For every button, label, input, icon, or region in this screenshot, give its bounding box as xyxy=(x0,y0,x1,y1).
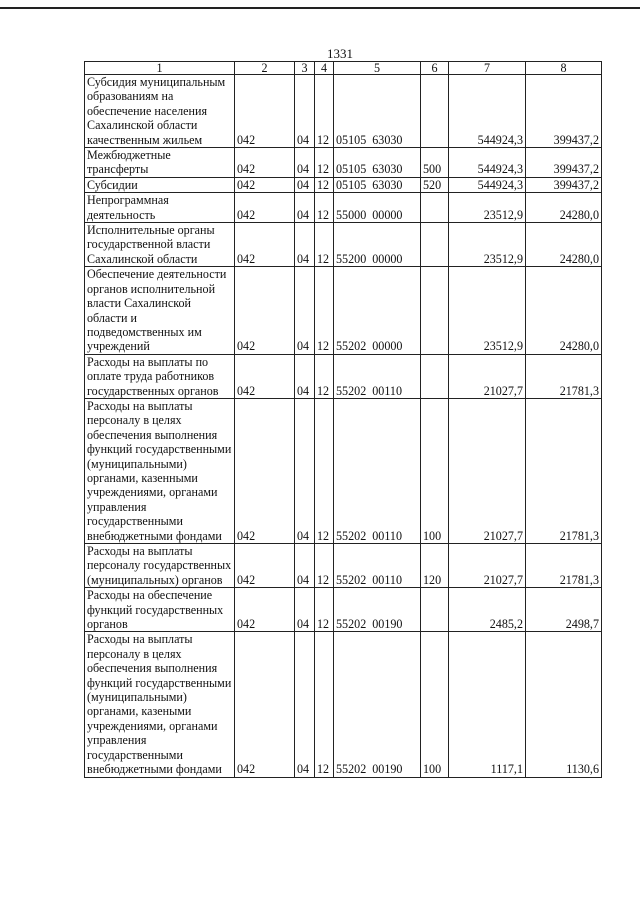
row-c2-cell: 042 xyxy=(235,148,295,178)
target-code-part: 55202 xyxy=(336,572,367,587)
target-code-part: 55000 xyxy=(336,207,367,222)
row-c5-cell xyxy=(334,177,421,192)
row-c3-cell: 04 xyxy=(295,193,315,223)
row-c2-cell: 042 xyxy=(235,632,295,777)
target-code-part: 05105 xyxy=(336,162,367,177)
row-c7-cell: 544924,3 xyxy=(449,148,526,178)
row-c7-cell: 1117,1 xyxy=(449,632,526,777)
row-c2-cell: 042 xyxy=(235,223,295,267)
target-code-part: 05105 xyxy=(336,132,367,147)
row-c5-cell xyxy=(334,632,421,777)
row-c2-cell: 042 xyxy=(235,588,295,632)
row-c5-cell xyxy=(334,267,421,354)
row-c8-cell: 399437,2 xyxy=(526,177,602,192)
row-c3-cell: 04 xyxy=(295,75,315,148)
row-c3-cell: 04 xyxy=(295,267,315,354)
table-row xyxy=(85,398,602,543)
row-c3-cell: 04 xyxy=(295,223,315,267)
target-code-part: 00110 xyxy=(372,572,403,587)
target-code-part: 55202 xyxy=(336,528,367,543)
row-c7-cell: 21027,7 xyxy=(449,544,526,588)
row-name-cell: Обеспечение деятельности органов исполнительной власти Сахалинской области и подведомственных им учреждений xyxy=(85,267,235,354)
row-c7-cell: 544924,3 xyxy=(449,75,526,148)
row-c8-cell: 399437,2 xyxy=(526,75,602,148)
row-c6-cell: 120 xyxy=(421,544,449,588)
table-row xyxy=(85,148,602,178)
row-name-cell: Непрограммная деятельность xyxy=(85,193,235,223)
row-c3-cell: 04 xyxy=(295,544,315,588)
table-row xyxy=(85,177,602,192)
column-header: 3 xyxy=(295,62,315,75)
row-name-cell: Расходы на выплаты по оплате труда работников государственных органов xyxy=(85,354,235,398)
top-rule xyxy=(0,7,640,9)
row-c5-cell xyxy=(334,148,421,178)
row-c2-cell: 042 xyxy=(235,267,295,354)
row-c7-cell: 544924,3 xyxy=(449,177,526,192)
row-c5-cell xyxy=(334,193,421,223)
row-name-cell: Расходы на выплаты персоналу в целях обеспечения выполнения функций государственными (муниципальными) органами, казенными учреждениями, органами управления государственными внебюджетными фондами xyxy=(85,398,235,543)
column-header: 7 xyxy=(449,62,526,75)
target-code-part: 00110 xyxy=(372,383,403,398)
row-c7-cell: 23512,9 xyxy=(449,223,526,267)
row-c5-cell xyxy=(334,398,421,543)
row-c8-cell: 21781,3 xyxy=(526,398,602,543)
row-name-cell: Исполнительные органы государственной власти Сахалинской области xyxy=(85,223,235,267)
row-c4-cell: 12 xyxy=(315,193,334,223)
row-name-cell: Расходы на обеспечение функций государственных органов xyxy=(85,588,235,632)
table-row xyxy=(85,354,602,398)
row-c8-cell: 24280,0 xyxy=(526,193,602,223)
row-c6-cell xyxy=(421,267,449,354)
row-c4-cell: 12 xyxy=(315,544,334,588)
row-c3-cell: 04 xyxy=(295,632,315,777)
row-c4-cell: 12 xyxy=(315,354,334,398)
target-code-part: 63030 xyxy=(372,132,403,147)
target-code-part: 00110 xyxy=(372,528,403,543)
row-name-cell: Расходы на выплаты персоналу в целях обеспечения выполнения функций государственными (муниципальными) органами, казеными учреждениями, органами управления государственными внебюджетными фондами xyxy=(85,632,235,777)
row-c3-cell: 04 xyxy=(295,148,315,178)
target-code-part: 55202 xyxy=(336,762,367,777)
target-code-part: 05105 xyxy=(336,177,367,192)
target-code-part: 55202 xyxy=(336,339,367,354)
table-row xyxy=(85,632,602,777)
table-row xyxy=(85,223,602,267)
row-c8-cell: 21781,3 xyxy=(526,354,602,398)
row-name-cell: Расходы на выплаты персоналу государственных (муниципальных) органов xyxy=(85,544,235,588)
row-c7-cell: 21027,7 xyxy=(449,398,526,543)
row-c6-cell: 520 xyxy=(421,177,449,192)
target-code-part: 55200 xyxy=(336,251,367,266)
column-header: 4 xyxy=(315,62,334,75)
row-c6-cell: 100 xyxy=(421,398,449,543)
row-c6-cell: 500 xyxy=(421,148,449,178)
target-code-part: 63030 xyxy=(372,177,403,192)
row-c4-cell: 12 xyxy=(315,75,334,148)
column-header: 5 xyxy=(334,62,421,75)
target-code-part: 00000 xyxy=(372,207,403,222)
page-number: 1331 xyxy=(327,46,353,61)
table-row xyxy=(85,75,602,148)
row-c4-cell: 12 xyxy=(315,177,334,192)
row-c3-cell: 04 xyxy=(295,354,315,398)
row-c7-cell: 2485,2 xyxy=(449,588,526,632)
row-c3-cell: 04 xyxy=(295,398,315,543)
table-row xyxy=(85,193,602,223)
row-c8-cell: 21781,3 xyxy=(526,544,602,588)
target-code-part: 00190 xyxy=(372,617,403,632)
row-c5-cell xyxy=(334,588,421,632)
row-c7-cell: 23512,9 xyxy=(449,193,526,223)
table-header-row xyxy=(85,62,602,75)
column-header: 8 xyxy=(526,62,602,75)
row-c8-cell: 24280,0 xyxy=(526,223,602,267)
row-c2-cell: 042 xyxy=(235,75,295,148)
column-header: 2 xyxy=(235,62,295,75)
row-c6-cell xyxy=(421,193,449,223)
table-row xyxy=(85,267,602,354)
row-c5-cell xyxy=(334,354,421,398)
row-c8-cell: 399437,2 xyxy=(526,148,602,178)
row-c8-cell: 1130,6 xyxy=(526,632,602,777)
row-c6-cell xyxy=(421,75,449,148)
row-c6-cell xyxy=(421,588,449,632)
table-row xyxy=(85,588,602,632)
row-c3-cell: 04 xyxy=(295,177,315,192)
row-c4-cell: 12 xyxy=(315,267,334,354)
row-c5-cell xyxy=(334,223,421,267)
row-c2-cell: 042 xyxy=(235,544,295,588)
target-code-part: 55202 xyxy=(336,383,367,398)
row-c3-cell: 04 xyxy=(295,588,315,632)
row-c2-cell: 042 xyxy=(235,177,295,192)
row-name-cell: Субсидия муниципальным образованиям на обеспечение населения Сахалинской области качественным жильем xyxy=(85,75,235,148)
target-code-part: 63030 xyxy=(372,162,403,177)
row-c2-cell: 042 xyxy=(235,193,295,223)
row-c6-cell xyxy=(421,354,449,398)
row-c2-cell: 042 xyxy=(235,354,295,398)
row-c4-cell: 12 xyxy=(315,223,334,267)
target-code-part: 00190 xyxy=(372,762,403,777)
target-code-part: 00000 xyxy=(372,251,403,266)
row-c8-cell: 2498,7 xyxy=(526,588,602,632)
row-c5-cell xyxy=(334,544,421,588)
row-c4-cell: 12 xyxy=(315,398,334,543)
target-code-part: 00000 xyxy=(372,339,403,354)
budget-table xyxy=(84,61,602,778)
column-header: 6 xyxy=(421,62,449,75)
row-c2-cell: 042 xyxy=(235,398,295,543)
row-c6-cell: 100 xyxy=(421,632,449,777)
column-header: 1 xyxy=(85,62,235,75)
row-c4-cell: 12 xyxy=(315,588,334,632)
row-c6-cell xyxy=(421,223,449,267)
row-c7-cell: 21027,7 xyxy=(449,354,526,398)
row-name-cell: Межбюджетные трансферты xyxy=(85,148,235,178)
row-c4-cell: 12 xyxy=(315,148,334,178)
table-row xyxy=(85,544,602,588)
row-c5-cell xyxy=(334,75,421,148)
row-name-cell: Субсидии xyxy=(85,177,235,192)
target-code-part: 55202 xyxy=(336,617,367,632)
row-c4-cell: 12 xyxy=(315,632,334,777)
row-c7-cell: 23512,9 xyxy=(449,267,526,354)
row-c8-cell: 24280,0 xyxy=(526,267,602,354)
